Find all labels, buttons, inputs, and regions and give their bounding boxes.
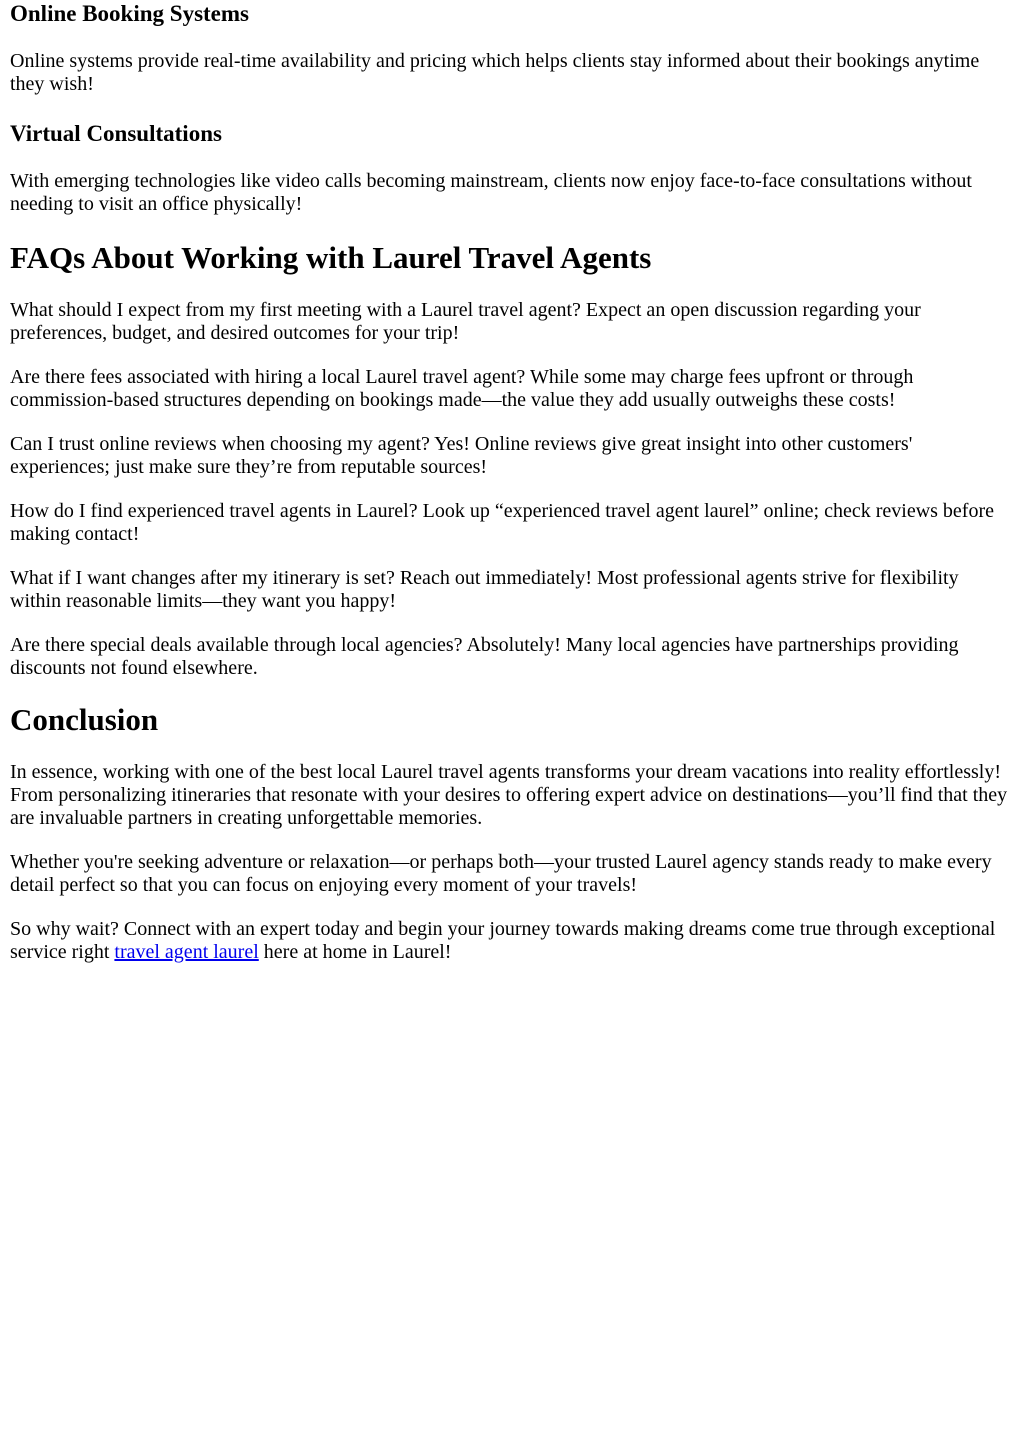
travel-agent-laurel-link[interactable]: travel agent laurel — [114, 941, 259, 963]
faqs-heading: FAQs About Working with Laurel Travel Agents — [10, 240, 652, 275]
virtual-consultations-heading: Virtual Consultations — [10, 121, 222, 146]
conclusion-paragraph-1: In essence, working with one of the best local Laurel travel agents transforms your dream vacations into reality effortlessly! From personalizing itineraries that resonate with your desires to offering expert advice on destinations—you’ll find that they are invaluable partners in creating unforgettable memories. — [10, 761, 1008, 829]
conclusion-paragraph-3-text-after: here at home in Laurel! — [258, 941, 452, 963]
faq-item-changes: What if I want changes after my itinerary is set? Reach out immediately! Most professional agents strive for flexibility within reasonable limits—they want you happy! — [10, 567, 959, 612]
online-booking-paragraph: Online systems provide real-time availability and pricing which helps clients stay informed about their bookings anytime they wish! — [10, 50, 980, 95]
faq-item-first-meeting: What should I expect from my first meeting with a Laurel travel agent? Expect an open discussion regarding your preferences, budget, and desired outcomes for your trip! — [10, 299, 921, 344]
faq-item-reviews: Can I trust online reviews when choosing my agent? Yes! Online reviews give great insight into other customers' experiences; just make sure they’re from reputable sources! — [10, 433, 913, 478]
conclusion-paragraph-3-text-before: So why wait? Connect with an expert today and begin your journey towards making dreams come true through exceptional service right — [10, 918, 996, 963]
conclusion-paragraph-2: Whether you're seeking adventure or relaxation—or perhaps both—your trusted Laurel agency stands ready to make every detail perfect so that you can focus on enjoying every moment of your travels! — [10, 851, 992, 896]
virtual-consultations-paragraph: With emerging technologies like video calls becoming mainstream, clients now enjoy face-to-face consultations without needing to visit an office physically! — [10, 170, 972, 215]
conclusion-heading: Conclusion — [10, 702, 159, 737]
online-booking-heading: Online Booking Systems — [10, 1, 249, 26]
faq-item-special-deals: Are there special deals available through local agencies? Absolutely! Many local agencies have partnerships providing discounts not found elsewhere. — [10, 634, 959, 679]
faq-item-find-agents: How do I find experienced travel agents in Laurel? Look up “experienced travel agent laurel” online; check reviews before making contact! — [10, 500, 994, 545]
faq-item-fees: Are there fees associated with hiring a local Laurel travel agent? While some may charge fees upfront or through commission-based structures depending on bookings made—the value they add usually outweighs these costs! — [10, 366, 914, 411]
conclusion-paragraph-3 — [10, 918, 1014, 964]
